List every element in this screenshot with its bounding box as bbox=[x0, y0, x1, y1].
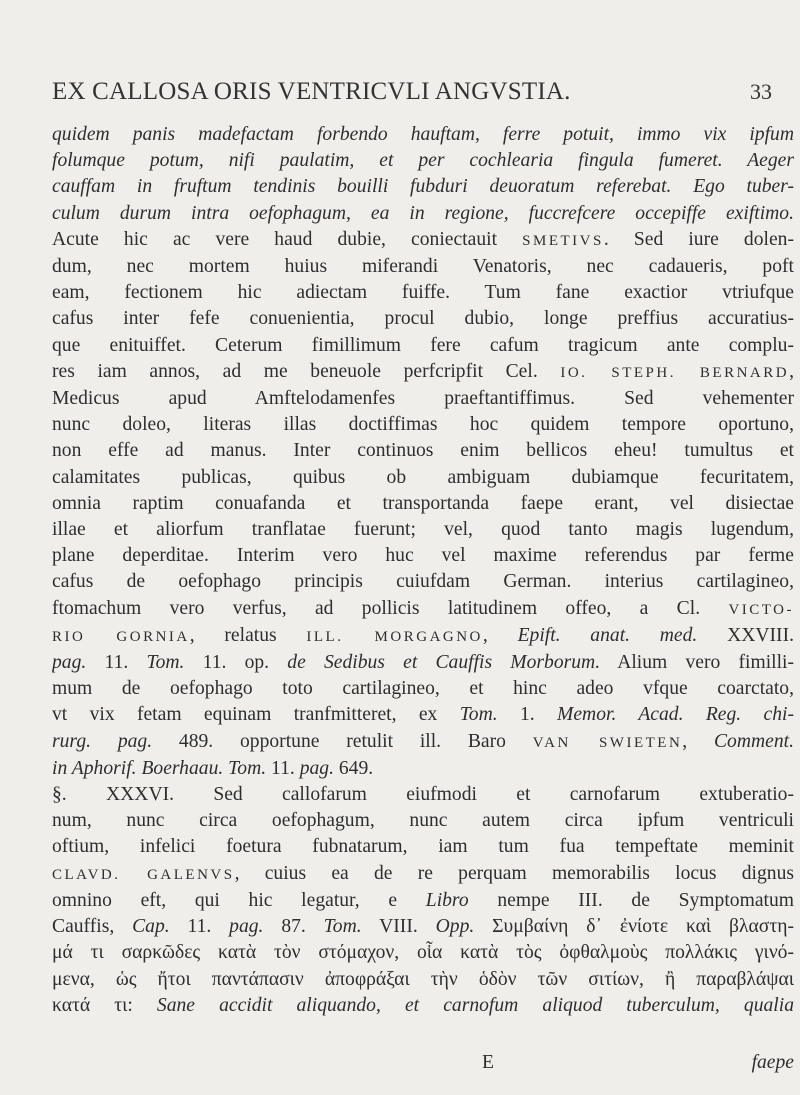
text-line bbox=[52, 888, 794, 914]
text-run: μενα, ὡς ἤτοι παντάπασιν ἀποφράξαι τὴν ὁδὸν τῶν σιτίων, ἢ παραβλάψαι bbox=[52, 968, 794, 990]
italic-text: Epift. anat. med. bbox=[517, 624, 698, 646]
italic-text: Memor. Acad. Reg. chi- bbox=[557, 704, 794, 726]
text-line bbox=[52, 650, 794, 676]
text-run: vt vix fetam equinam tranfmitteret, ex bbox=[52, 704, 460, 726]
text-run: res iam annos, ad me beneuole perfcripfit Cel. bbox=[52, 360, 561, 382]
text-run: VIII. bbox=[361, 916, 436, 938]
text-run: μά τι σαρκῶδες κατὰ τὸν στόμαχον, οἷα κατὰ τὸς ὀφθαλμοὺς πολλάκις γινό- bbox=[52, 942, 794, 964]
text-run: 1. bbox=[497, 704, 558, 726]
italic-text: in Aphorif. Boerhaau. Tom. bbox=[52, 757, 267, 779]
italic-text: rurg. pag. bbox=[52, 730, 153, 752]
text-line bbox=[52, 993, 794, 1019]
text-run: num, nunc circa oefophagum, nunc autem circa ipfum ventriculi bbox=[52, 810, 794, 832]
small-caps-name: ILL. MORGAGNO bbox=[306, 628, 483, 645]
page-header bbox=[52, 78, 772, 112]
text-run: Acute hic ac vere haud dubie, coniectauit bbox=[52, 228, 523, 250]
italic-text: pag. bbox=[229, 916, 264, 938]
italic-text: Sane accidit aliquando, et carnofum aliquod tuberculum, qualia bbox=[156, 994, 794, 1016]
text-run: que enituiffet. Ceterum fimillimum fere cafum tragicum ante complu- bbox=[52, 334, 794, 356]
text-run: eam, fectionem hic adiectam fuiffe. Tum fane exactior vtriufque bbox=[52, 282, 794, 304]
text-run: , bbox=[682, 730, 714, 752]
text-run: calamitates publicas, quibus ob ambiguam dubiamque fecuritatem, bbox=[52, 466, 794, 488]
italic-text: Opp. bbox=[435, 916, 475, 938]
text-line bbox=[52, 940, 794, 966]
text-run: 11. bbox=[169, 916, 230, 938]
text-line bbox=[52, 808, 794, 834]
italic-text: pag. bbox=[299, 757, 334, 779]
text-line bbox=[52, 967, 794, 993]
text-line bbox=[52, 412, 794, 438]
text-line bbox=[52, 280, 794, 306]
text-run: Alium vero fimilli- bbox=[600, 652, 794, 674]
text-line bbox=[52, 386, 794, 412]
text-line bbox=[52, 914, 794, 940]
italic-text: Tom. bbox=[323, 916, 362, 938]
text-line bbox=[52, 861, 794, 888]
text-line bbox=[52, 596, 794, 623]
text-line bbox=[52, 254, 794, 280]
text-line bbox=[52, 756, 794, 782]
signature-mark: E bbox=[482, 1052, 494, 1073]
text-run: ftomachum vero verfus, ad pollicis latitudinem offeo, a Cl. bbox=[52, 597, 729, 619]
text-run: , bbox=[789, 360, 794, 382]
italic-text: pag. bbox=[52, 652, 87, 674]
text-line bbox=[52, 543, 794, 569]
small-caps-name: VAN SWIETEN bbox=[532, 734, 683, 751]
text-line bbox=[52, 148, 794, 174]
text-run: 11. op. bbox=[184, 652, 288, 674]
body-text bbox=[52, 122, 794, 1019]
text-line bbox=[52, 491, 794, 517]
text-run: Cauffis, bbox=[52, 916, 133, 938]
text-line bbox=[52, 227, 794, 254]
italic-text: cauffam in fruftum tendinis bouilli fubduri deuoratum referebat. Ego tuber- bbox=[52, 176, 794, 198]
text-run: , bbox=[482, 624, 518, 646]
italic-text: de Sedibus et Cauffis Morborum. bbox=[287, 652, 601, 674]
text-line bbox=[52, 517, 794, 543]
small-caps-name: CLAVD. GALENVS bbox=[52, 866, 235, 883]
italic-text: Libro bbox=[425, 889, 469, 911]
text-run: mum de oefophago toto cartilagineo, et hinc adeo vfque coarctato, bbox=[52, 678, 794, 700]
text-run: nunc doleo, literas illas doctiffimas hoc quidem tempore oportuno, bbox=[52, 414, 794, 436]
text-run: §. XXXVI. Sed callofarum eiufmodi et carnofarum extuberatio- bbox=[52, 784, 794, 806]
italic-text: Tom. bbox=[459, 704, 498, 726]
small-caps-name: IO. STEPH. BERNARD bbox=[560, 364, 790, 381]
italic-text: culum durum intra oefophagum, ea in regione, fuccrefcere occepiffe exiftimo. bbox=[52, 202, 794, 224]
text-run: plane deperditae. Interim vero huc vel maxime referendus par ferme bbox=[52, 545, 794, 567]
text-line bbox=[52, 359, 794, 386]
text-line bbox=[52, 201, 794, 227]
text-run: . Sed iure dolen- bbox=[603, 228, 794, 250]
text-line bbox=[52, 834, 794, 860]
text-run: oftium, infelici foetura fubnatarum, iam tum fua tempeftate meminit bbox=[52, 836, 794, 858]
text-line bbox=[52, 465, 794, 491]
text-run: non effe ad manus. Inter continuos enim bellicos eheu! tumultus et bbox=[52, 440, 794, 462]
text-run: XXVIII. bbox=[697, 624, 794, 646]
text-line bbox=[52, 122, 794, 148]
page-number: 33 bbox=[750, 79, 772, 104]
text-run: illae et aliorfum tranflatae fuerunt; vel, quod tanto magis lugendum, bbox=[52, 519, 794, 541]
text-run: Medicus apud Amftelodamenfes praeftantiffimus. Sed vehementer bbox=[52, 388, 794, 410]
italic-text: Cap. bbox=[132, 916, 170, 938]
text-line bbox=[52, 676, 794, 702]
text-run: nempe III. de Symptomatum bbox=[468, 889, 794, 911]
text-run: 11. bbox=[86, 652, 147, 674]
text-run: cafus de oefophago principis cuiufdam German. interius cartilagineo, bbox=[52, 571, 794, 593]
italic-text: folumque potum, nifi paulatim, et per cochlearia fingula fumeret. Aeger bbox=[52, 150, 794, 172]
text-run: 87. bbox=[263, 916, 324, 938]
text-run: 649. bbox=[333, 757, 374, 779]
italic-text: Tom. bbox=[146, 652, 185, 674]
running-title: EX CALLOSA ORIS VENTRICVLI ANGVSTIA. bbox=[52, 78, 571, 105]
small-caps-name: RIO GORNIA bbox=[52, 628, 190, 645]
text-line bbox=[52, 174, 794, 200]
text-run: , relatus bbox=[189, 624, 307, 646]
text-line bbox=[52, 306, 794, 332]
small-caps-name: SMETIVS bbox=[522, 232, 604, 249]
text-run: , cuius ea de re perquam memorabilis locus dignus bbox=[234, 862, 794, 884]
italic-text: Comment. bbox=[713, 730, 794, 752]
text-line bbox=[52, 438, 794, 464]
catchword: faepe bbox=[751, 1052, 794, 1073]
text-line bbox=[52, 569, 794, 595]
text-run: 11. bbox=[266, 757, 300, 779]
text-run: omnino eft, qui hic legatur, e bbox=[52, 889, 426, 911]
text-line bbox=[52, 623, 794, 650]
text-run: omnia raptim conuafanda et transportanda faepe erant, vel disiectae bbox=[52, 492, 794, 514]
italic-text: quidem panis madefactam forbendo hauftam, ferre potuit, immo vix ipfum bbox=[52, 124, 794, 145]
text-run: cafus inter fefe conuenientia, procul dubio, longe preffius accuratius- bbox=[52, 308, 794, 330]
text-run: Συμβαίνη δ᾽ ἐνίοτε καὶ βλαστη- bbox=[474, 916, 794, 938]
text-line bbox=[52, 782, 794, 808]
text-line bbox=[52, 333, 794, 359]
small-caps-name: VICTO- bbox=[728, 601, 794, 618]
text-run: dum, nec mortem huius miferandi Venatoris, nec cadaueris, poft bbox=[52, 256, 794, 278]
text-run: 489. opportune retulit ill. Baro bbox=[152, 730, 533, 752]
text-run: κατά τι: bbox=[52, 994, 157, 1016]
catchword-line bbox=[52, 1052, 794, 1080]
text-line bbox=[52, 729, 794, 756]
text-line bbox=[52, 702, 794, 728]
